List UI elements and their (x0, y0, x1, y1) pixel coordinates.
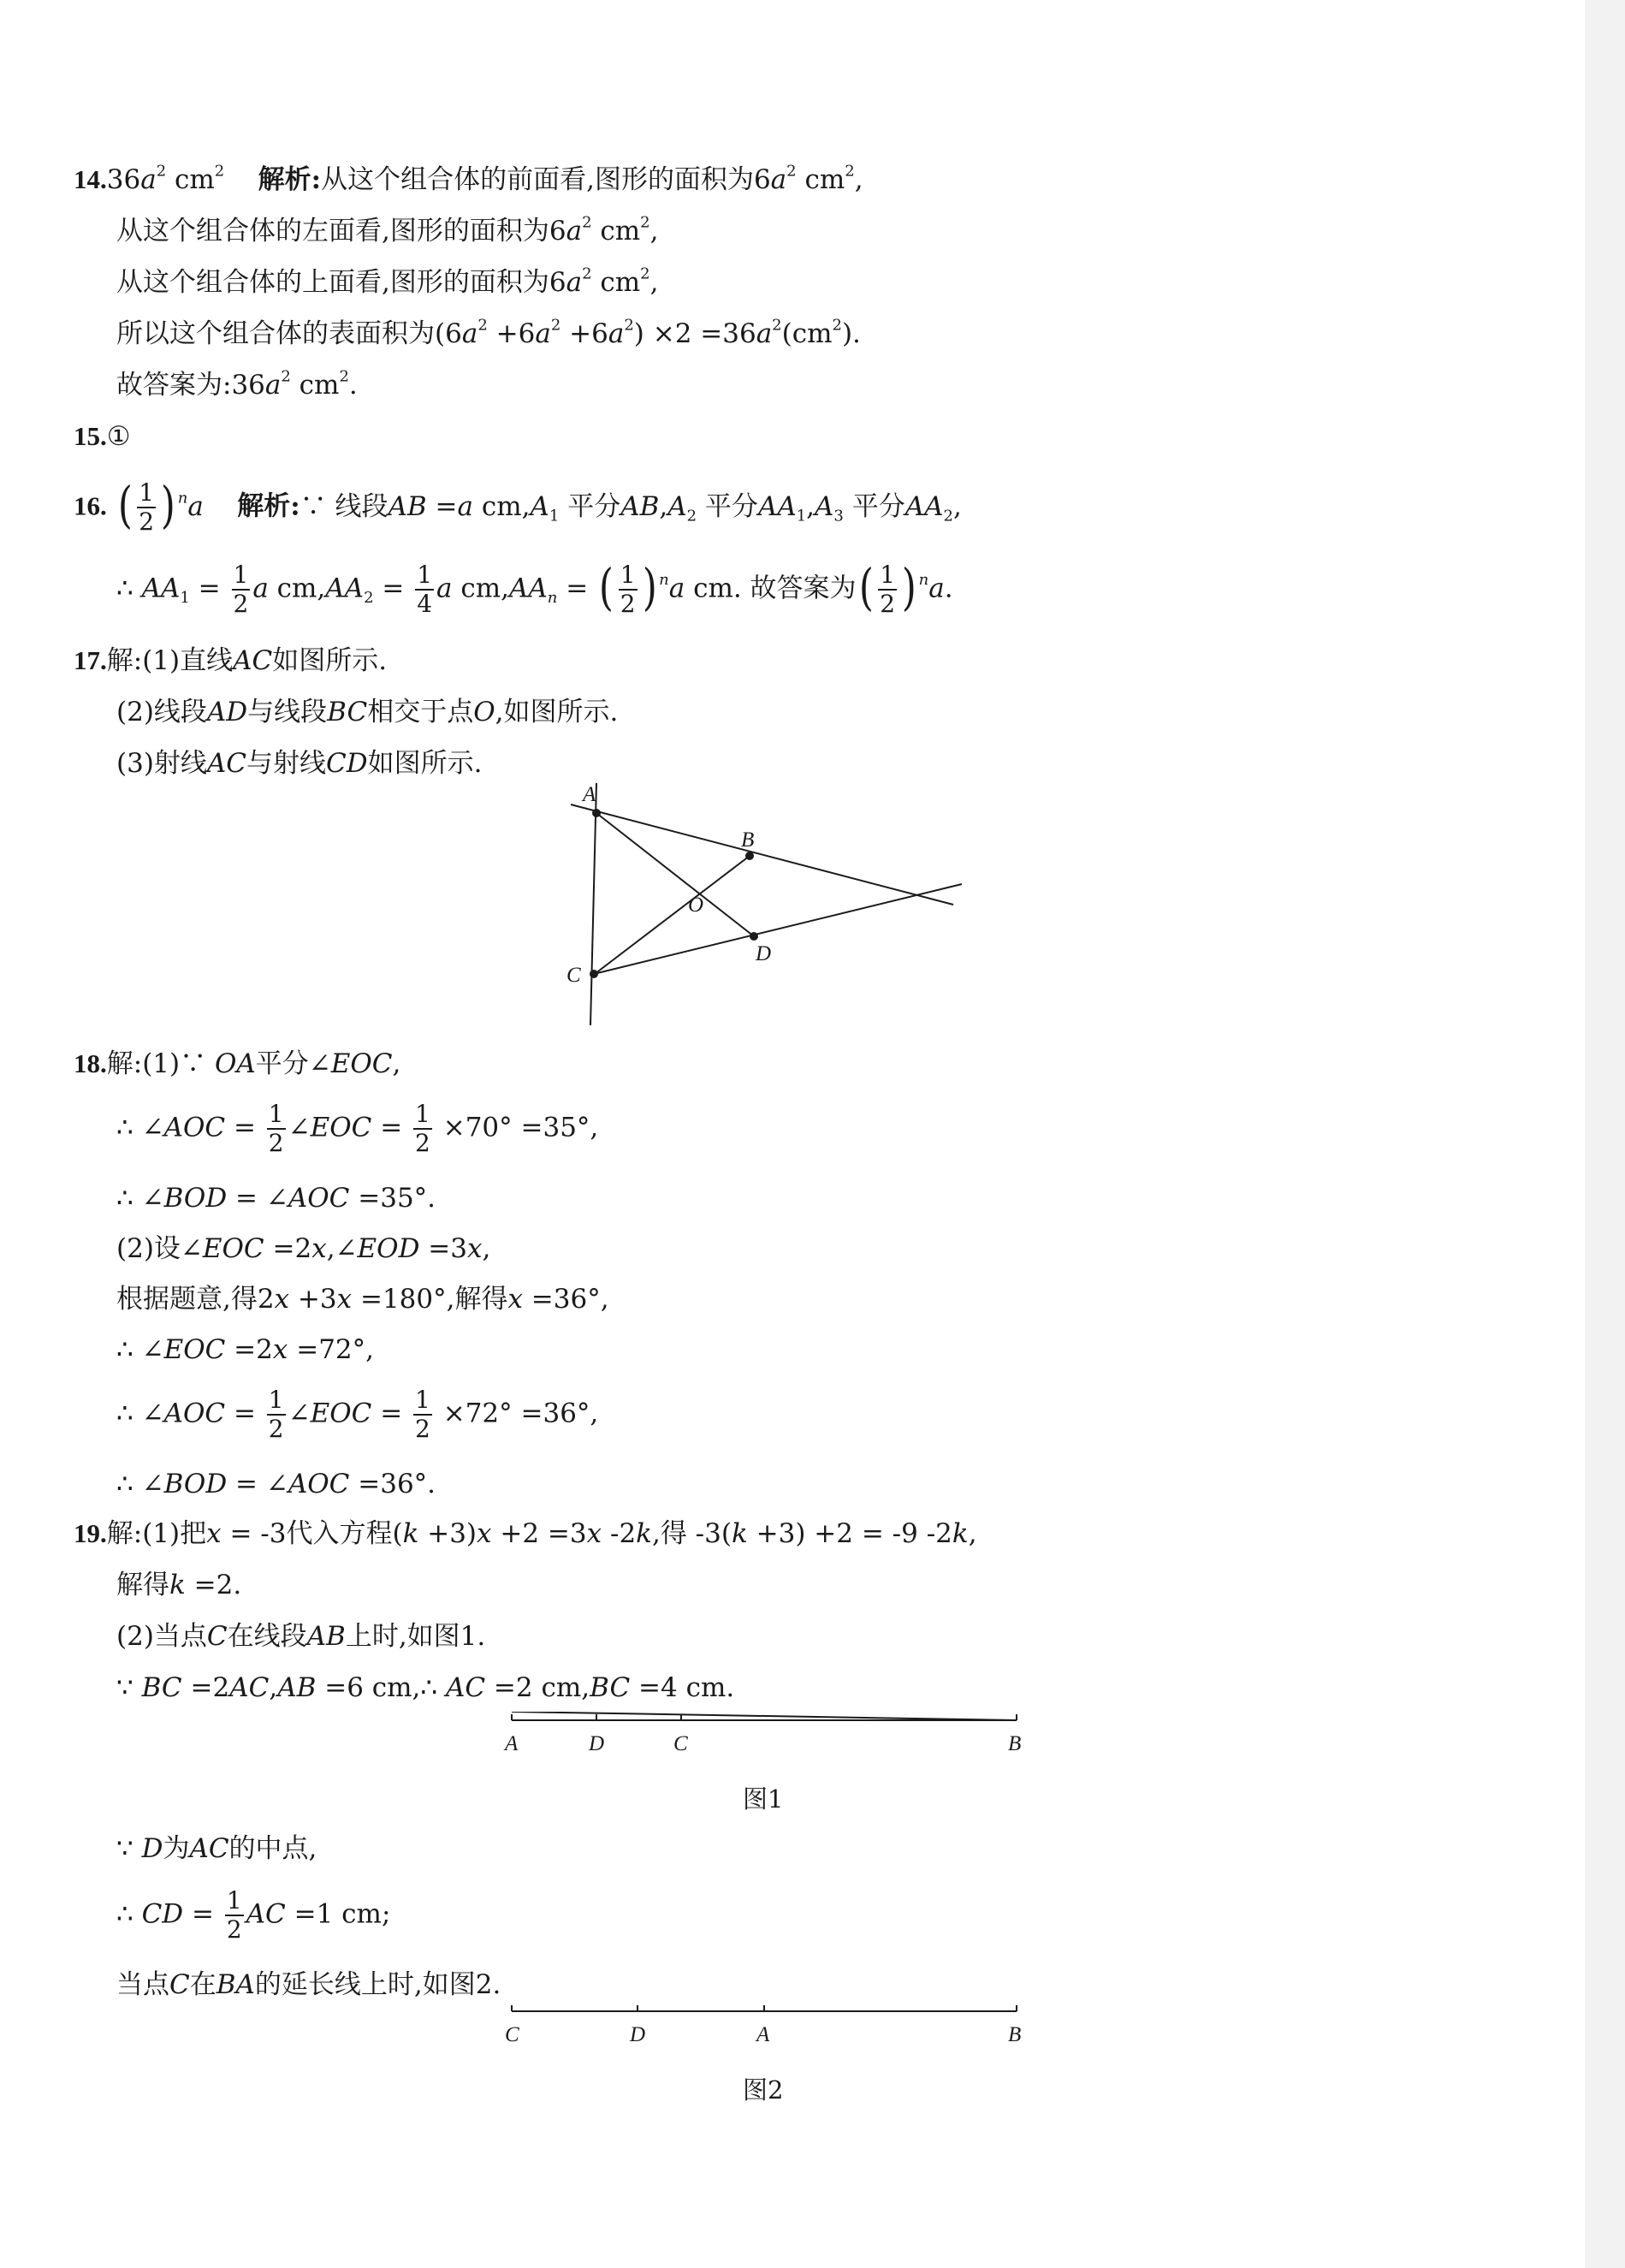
ray-ac (571, 804, 953, 905)
q18-line-8: ∴ ∠BOD = ∠AOC =36°. (116, 1469, 436, 1499)
line-ac (590, 783, 596, 1025)
q14-line-2: 从这个组合体的左面看,图形的面积为$6a^2$ $cm^2$, (116, 213, 659, 246)
q17-line-2: (2)线段AD与线段BC相交于点O,如图所示. (116, 697, 619, 727)
q15-number: 15. (74, 421, 107, 451)
q16-line-2: ∴ $AA_1$ = $\frac{1}{2}$ a $cm,AA_2$ = $\frac{1}{4}$ a $cm,AA_n$ = ( $\frac{1}{2}$ ) $^n$a cm. 故答案为( $\frac{1}{2}$ ) $^n$a. (116, 558, 953, 618)
fig2-label-a: A (756, 2023, 770, 2046)
q18-line-6: ∴ ∠EOC =2x =72°, (116, 1334, 375, 1365)
ray-cd (594, 884, 962, 974)
q16-line-1 (74, 476, 962, 536)
point-a (592, 809, 601, 817)
fig2-label-b: B (1008, 2023, 1022, 2046)
q15-answer: ① (106, 421, 131, 452)
fig2-label-d: D (630, 2023, 646, 2046)
label-c: C (566, 964, 581, 987)
point-c (590, 970, 598, 978)
q16-number: 16. (74, 490, 107, 521)
fig2-label-c: C (505, 2023, 519, 2046)
fig1-segment (512, 1712, 1017, 1720)
fig1-label-b: B (1008, 1732, 1022, 1755)
q14-text-1: 从这个组合体的前面看,图形的面积为$6a^2$ $cm^2$, (321, 162, 863, 195)
q17-number: 17. (74, 645, 107, 675)
q19-figure-2 (496, 2003, 1044, 2054)
q14-line-5: 故答案为$:36a^2$ $cm^2$. (116, 367, 358, 401)
fig1-caption: 图1 (743, 1784, 784, 1814)
q16-analysis-label: 解析: (237, 490, 300, 522)
q17-figure (556, 783, 967, 1031)
q19-number: 19. (74, 1518, 107, 1548)
q14-line-3: 从这个组合体的上面看,图形的面积为$6a^2$ $cm^2$, (116, 264, 659, 298)
label-b: B (741, 828, 755, 852)
q18-line-2: ∴ ∠AOC = $\frac{1}{2}$ ∠EOC = $\frac{1}{2}$ ×70° =35°, (116, 1100, 599, 1157)
q19-line-6: ∴ CD = $\frac{1}{2}$ AC =1 cm; (116, 1886, 391, 1944)
q17-line-1: 17.解:(1)直线AC如图所示. (74, 645, 388, 676)
q18-line-5: 根据题意,得2x +3x =180°,解得x =36°, (116, 1284, 609, 1315)
fig1-label-a: A (505, 1732, 519, 1755)
q15-line (74, 418, 131, 455)
q18-line-1: 18.解:(1)∵ OA平分∠EOC, (74, 1048, 401, 1079)
q19-line-1: 19.解:(1)把x = -3代入方程(k +3)x +2 =3x -2k,得 -3(k +3) +2 = -9 -2k, (74, 1518, 977, 1549)
q18-number: 18. (74, 1048, 107, 1078)
q14-answer: $36a^2$ $cm^2$ (106, 162, 225, 195)
q19-line-4: ∵ BC =2AC,AB =6 cm,∴ AC =2 cm,BC =4 cm. (116, 1672, 735, 1703)
q14-number: 14. (74, 164, 107, 194)
q19-line-7: 当点C在BA的延长线上时,如图2. (116, 1969, 501, 2000)
q17-line-3: (3)射线AC与射线CD如图所示. (116, 748, 483, 779)
q18-line-3: ∴ ∠BOD = ∠AOC =35°. (116, 1183, 436, 1214)
fig1-label-c: C (673, 1732, 688, 1755)
point-d (750, 932, 758, 941)
q16-text-1: ∵ 线段AB =a $cm,A_1$ 平分$AB,A_2$ 平分$AA_1,A_3$ 平分$AA_2$, (299, 490, 962, 525)
q19-line-2: 解得k =2. (116, 1570, 242, 1600)
label-o: O (688, 894, 704, 917)
q14-line-1 (74, 161, 863, 199)
label-a: A (583, 783, 596, 806)
fig2-caption: 图2 (743, 2075, 784, 2105)
q14-analysis-label: 解析: (258, 164, 322, 195)
label-d: D (756, 942, 772, 965)
q19-line-3: (2)当点C在线段AB上时,如图1. (116, 1621, 486, 1652)
q19-line-5: ∵ D为AC的中点, (116, 1833, 317, 1864)
q16-answer: ( $\frac{1}{2}$ ) $^n$a (117, 476, 204, 536)
q19-figure-1 (496, 1712, 1044, 1763)
q18-line-4: (2)设∠EOC =2x,∠EOD =3x, (116, 1233, 491, 1264)
q14-line-4: 所以这个组合体的表面积为$(6a^2 +6a^2 +6a^2) \times 2 =36a^2(cm^2)$. (116, 316, 861, 349)
point-b (745, 852, 754, 860)
fig1-label-d: D (589, 1732, 605, 1755)
q18-line-7: ∴ ∠AOC = $\frac{1}{2}$ ∠EOC = $\frac{1}{2}$ ×72° =36°, (116, 1386, 599, 1443)
